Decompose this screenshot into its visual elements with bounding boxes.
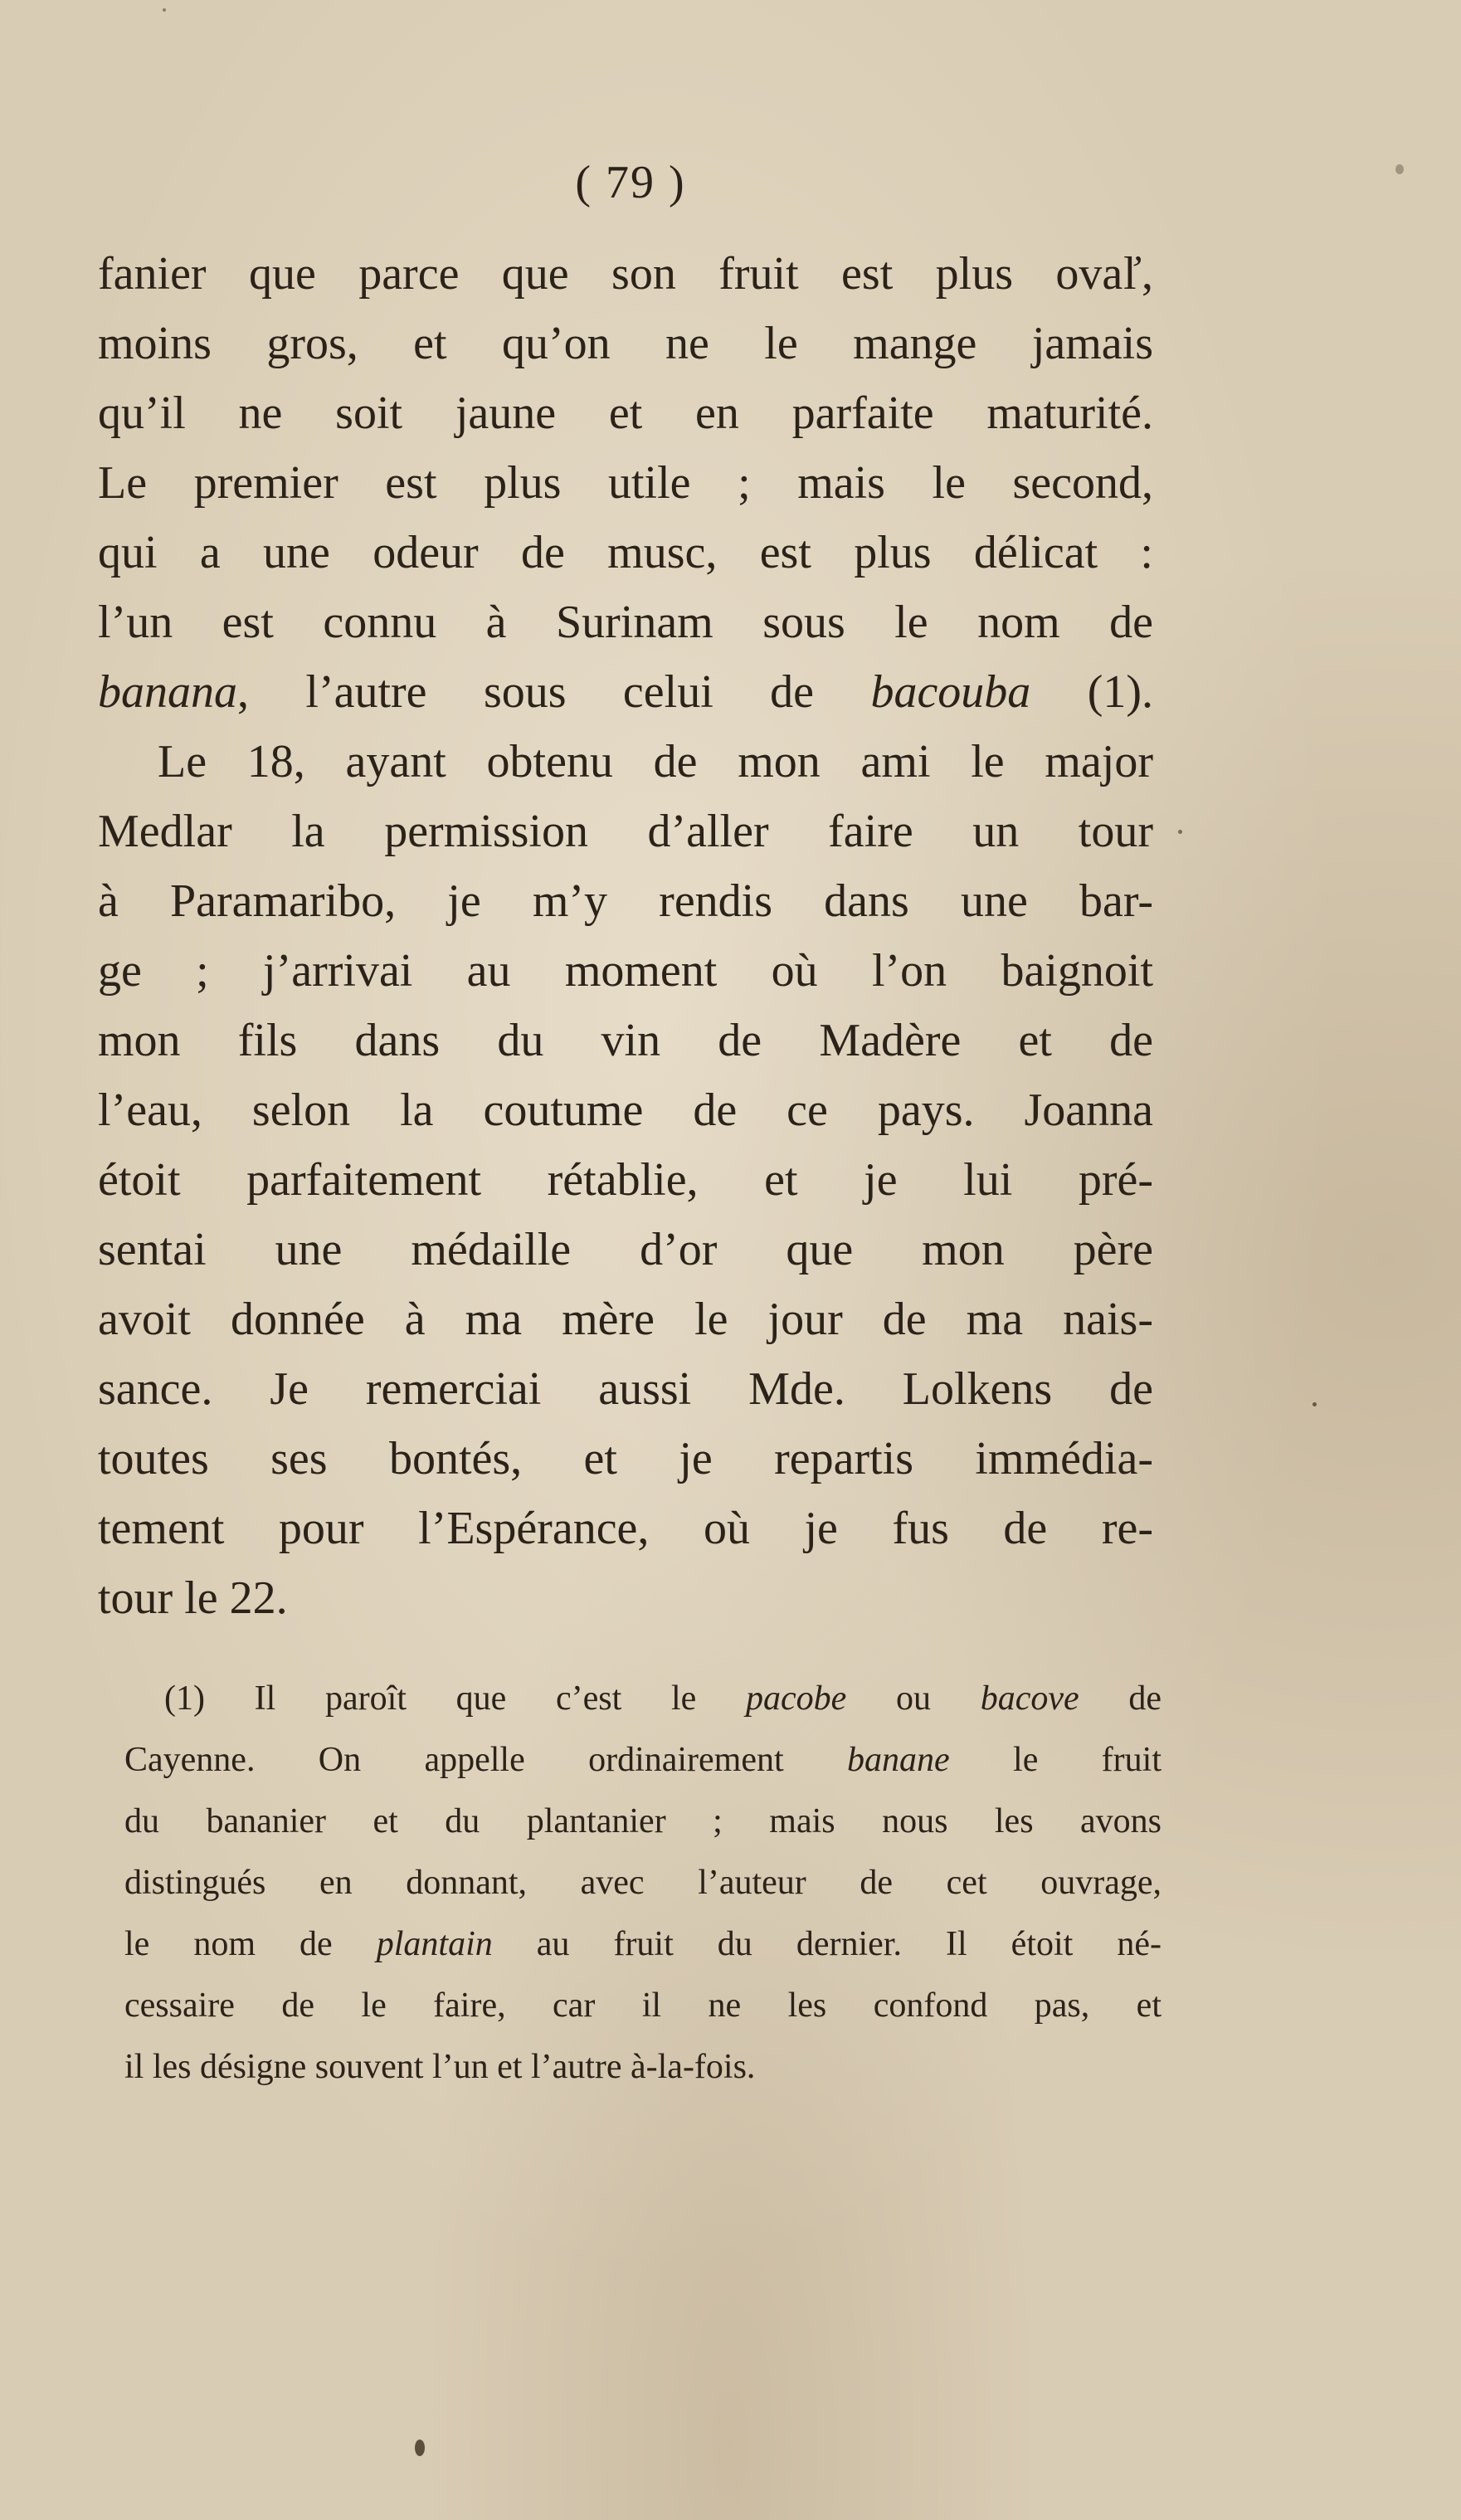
ink-speck bbox=[163, 8, 166, 12]
text-line: moins gros, et qu’on ne le mange jamais bbox=[98, 318, 1153, 369]
text-line: sentai une médaille d’or que mon père bbox=[98, 1224, 1153, 1275]
text-line: tour le 22. bbox=[98, 1572, 288, 1624]
ink-speck bbox=[1312, 1402, 1317, 1406]
footnote-line: distingués en donnant, avec l’auteur de cet ouvrage, bbox=[124, 1864, 1161, 1902]
footnote-line: il les désigne souvent l’un et l’autre à-la-fois. bbox=[124, 2048, 756, 2086]
text-line: fanier que parce que son fruit est plus ovaľ, bbox=[98, 248, 1153, 300]
text-line: sance. Je remerciai aussi Mde. Lolkens de bbox=[98, 1363, 1153, 1415]
footnote-line: cessaire de le faire, car il ne les confond pas, et bbox=[124, 1986, 1161, 2025]
italic-term: plantain bbox=[376, 1925, 493, 1963]
text-line: avoit donnée à ma mère le jour de ma nais- bbox=[98, 1294, 1153, 1345]
text-line: l’eau, selon la coutume de ce pays. Joanna bbox=[98, 1085, 1153, 1136]
italic-term: bacove bbox=[980, 1679, 1079, 1718]
text-line: ge ; j’arrivai au moment où l’on baignoit bbox=[98, 945, 1153, 997]
text-line: étoit parfaitement rétablie, et je lui pré- bbox=[98, 1154, 1153, 1206]
main-text bbox=[98, 239, 1153, 1633]
text-line: Le premier est plus utile ; mais le second, bbox=[98, 457, 1153, 509]
text-line: banana, l’autre sous celui de bacouba (1). bbox=[98, 666, 1153, 718]
ink-speck bbox=[1395, 164, 1404, 174]
text-line: Medlar la permission d’aller faire un tour bbox=[98, 806, 1153, 857]
paragraph-start-line: Le 18, ayant obtenu de mon ami le major bbox=[158, 736, 1153, 787]
italic-term: bacouba bbox=[870, 666, 1031, 718]
text-line: l’un est connu à Surinam sous le nom de bbox=[98, 597, 1153, 648]
footnote-line: Cayenne. On appelle ordinairement banane le fruit bbox=[124, 1741, 1161, 1779]
text-line: qu’il ne soit jaune et en parfaite maturité. bbox=[98, 388, 1153, 439]
italic-term: banana bbox=[98, 666, 237, 718]
text-line: tement pour l’Espérance, où je fus de re- bbox=[98, 1503, 1153, 1554]
text-line: qui a une odeur de musc, est plus délicat : bbox=[98, 527, 1153, 578]
footnote-line: le nom de plantain au fruit du dernier. Il étoit né- bbox=[124, 1925, 1161, 1963]
footnote bbox=[124, 1668, 1161, 2098]
text-line: toutes ses bontés, et je repartis immédia- bbox=[98, 1433, 1153, 1484]
footnote-line: du bananier et du plantanier ; mais nous les avons bbox=[124, 1802, 1161, 1840]
text-line: mon fils dans du vin de Madère et de bbox=[98, 1015, 1153, 1066]
footnote-line: (1) Il paroît que c’est le pacobe ou bacove de bbox=[164, 1679, 1161, 1718]
ink-speck bbox=[1178, 830, 1182, 834]
ink-speck bbox=[415, 2440, 425, 2456]
page-number: ( 79 ) bbox=[575, 157, 686, 208]
italic-term: banane bbox=[847, 1741, 950, 1779]
italic-term: pacobe bbox=[746, 1679, 847, 1718]
text-line: à Paramaribo, je m’y rendis dans une bar- bbox=[98, 875, 1153, 927]
